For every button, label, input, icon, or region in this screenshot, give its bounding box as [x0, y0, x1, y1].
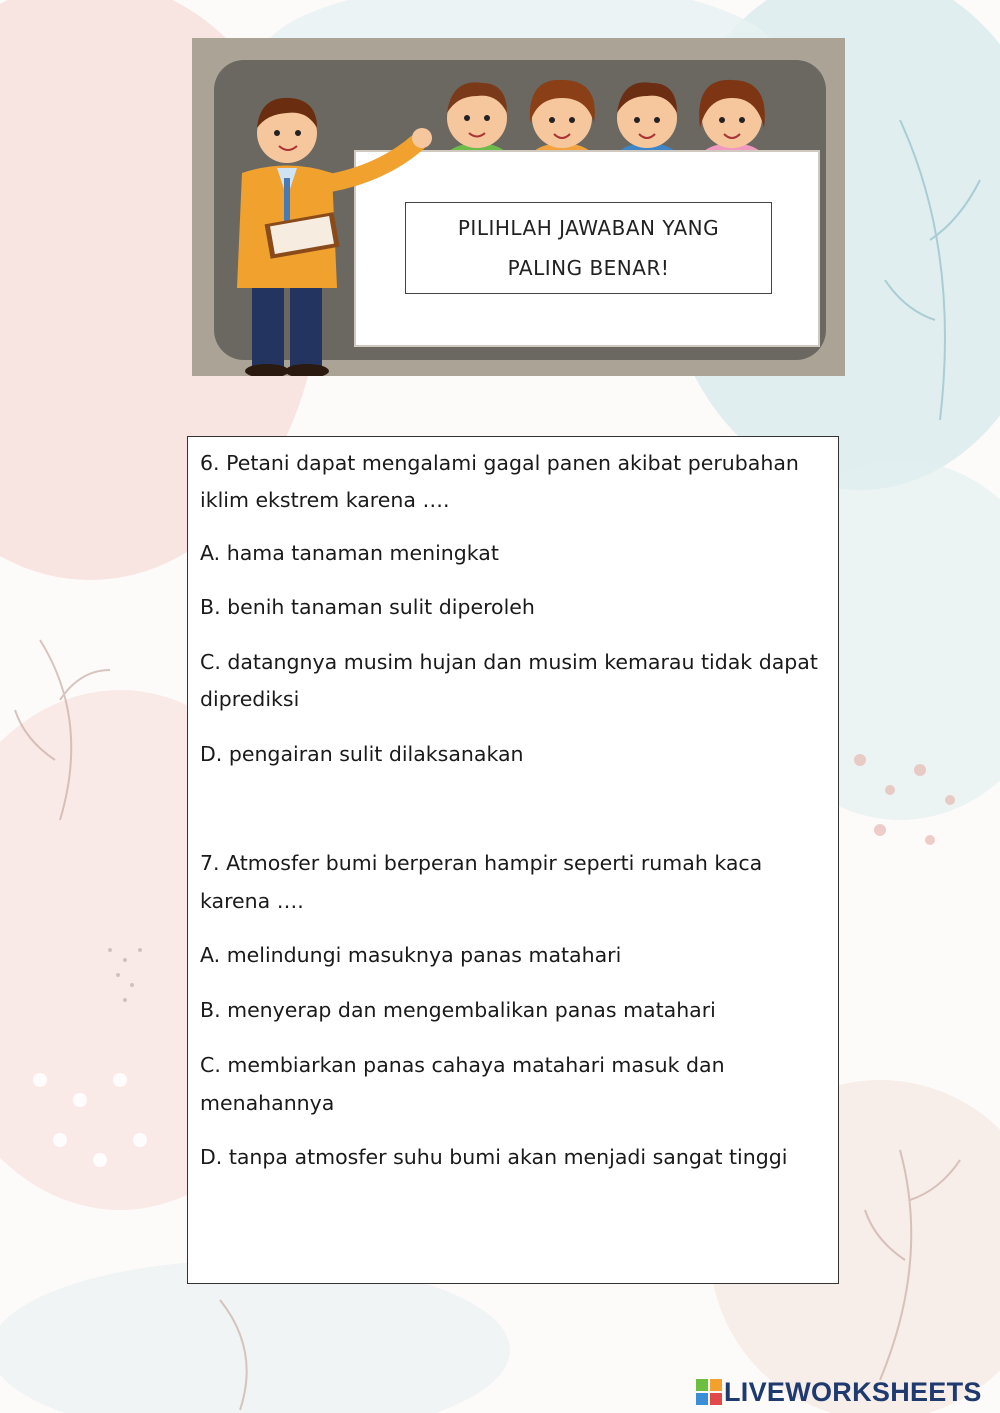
question-7-stem-line-1: 7. Atmosfer bumi berperan hampir seperti rumah kaca	[200, 851, 763, 875]
question-7-option-a[interactable]: A. melindungi masuknya panas matahari	[200, 943, 622, 967]
liveworksheets-logo	[696, 1372, 996, 1412]
question-6-stem-line-1: 6. Petani dapat mengalami gagal panen akibat perubahan	[200, 451, 799, 475]
question-7-option-c-line-1[interactable]: C. membiarkan panas cahaya matahari masuk dan	[200, 1053, 725, 1077]
instruction-box	[405, 202, 772, 294]
question-6-option-b[interactable]: B. benih tanaman sulit diperoleh	[200, 595, 535, 619]
header-illustration	[192, 38, 845, 376]
question-6-stem-line-2: iklim ekstrem karena ….	[200, 488, 450, 512]
logo-text: LIVEWORKSHEETS	[724, 1376, 982, 1407]
question-7-option-b[interactable]: B. menyerap dan mengembalikan panas matahari	[200, 998, 716, 1022]
question-6-option-c-line-1[interactable]: C. datangnya musim hujan dan musim kemarau tidak dapat	[200, 650, 818, 674]
question-7-option-c-line-2[interactable]: menahannya	[200, 1091, 335, 1115]
question-6-option-d[interactable]: D. pengairan sulit dilaksanakan	[200, 742, 524, 766]
question-7-stem-line-2: karena ….	[200, 889, 304, 913]
question-6-option-c-line-2[interactable]: diprediksi	[200, 687, 300, 711]
question-6-option-a[interactable]: A. hama tanaman meningkat	[200, 541, 499, 565]
instruction-line-2: PALING BENAR!	[507, 256, 670, 280]
question-card	[187, 436, 839, 1284]
question-7-option-d[interactable]: D. tanpa atmosfer suhu bumi akan menjadi sangat tinggi	[200, 1145, 788, 1169]
teacher-illustration	[212, 78, 452, 376]
liveworksheets-logo-icon	[696, 1379, 722, 1405]
instruction-line-1: PILIHLAH JAWABAN YANG	[457, 216, 720, 240]
